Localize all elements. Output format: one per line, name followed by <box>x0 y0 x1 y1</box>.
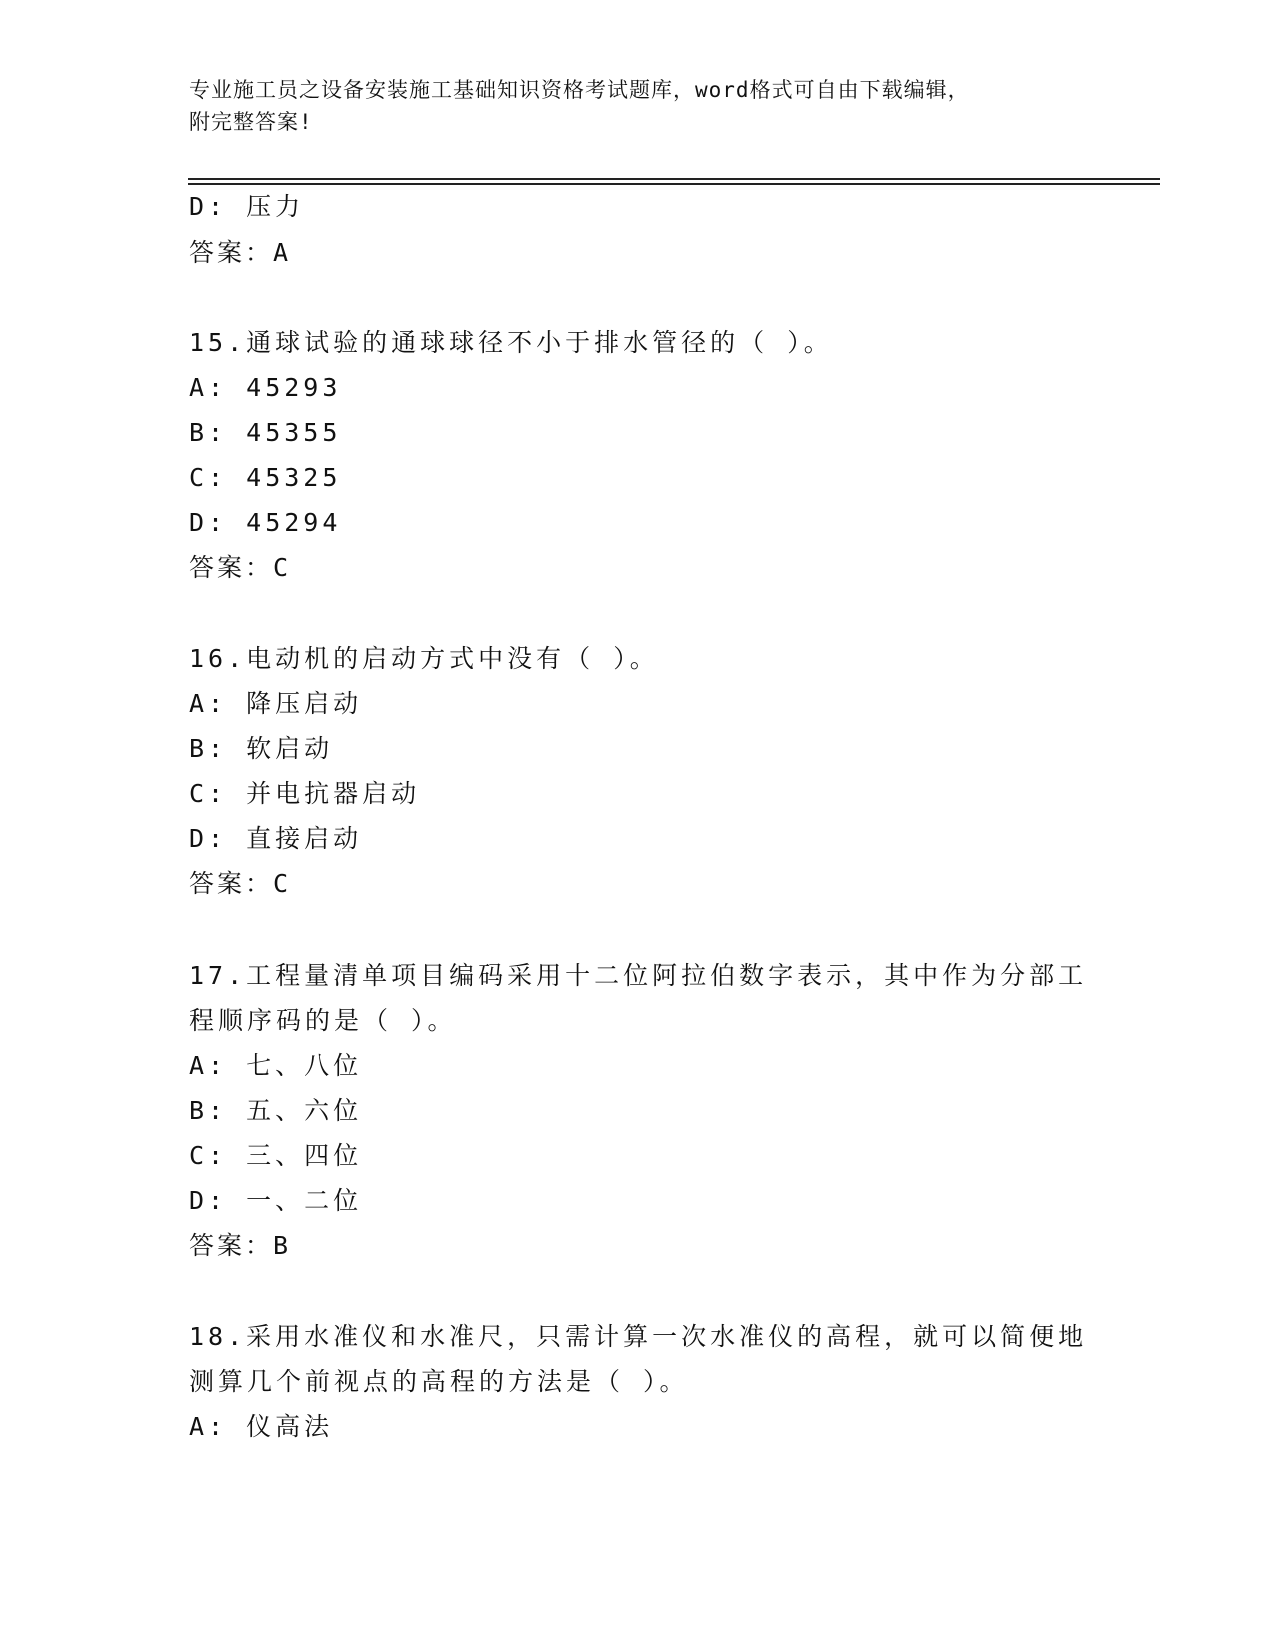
q16-option-a: A: 降压启动 <box>189 689 363 718</box>
q18-option-a: A: 仪高法 <box>189 1412 334 1441</box>
q17-answer <box>189 1229 291 1263</box>
q15-option-d: D: 45294 <box>189 508 342 537</box>
q15-question: 15.通球试验的通球球径不小于排水管径的（ ）。 <box>189 328 833 357</box>
q18-question-line-1: 18.采用水准仪和水准尺，只需计算一次水准仪的高程，就可以简便地 <box>189 1322 1088 1351</box>
answer-value: B <box>273 1231 292 1260</box>
q17-option-c: C: 三、四位 <box>189 1141 363 1170</box>
q16-option-d: D: 直接启动 <box>189 824 363 853</box>
q17-option-a: A: 七、八位 <box>189 1051 363 1080</box>
answer-label: 答案： <box>189 238 274 267</box>
document-header <box>189 74 1089 138</box>
answer-label: 答案： <box>189 1231 274 1260</box>
q17-option-b: B: 五、六位 <box>189 1096 363 1125</box>
q15-answer <box>189 551 291 585</box>
q16-answer <box>189 867 291 901</box>
answer-value: A <box>273 238 292 267</box>
q15-option-a: A: 45293 <box>189 373 342 402</box>
prev-answer <box>189 236 291 270</box>
q15-option-b: B: 45355 <box>189 418 342 447</box>
header-line-1: 专业施工员之设备安装施工基础知识资格考试题库，word格式可自由下载编辑， <box>189 78 970 102</box>
q17-question-line-2: 程顺序码的是（ ）。 <box>189 1006 457 1035</box>
q17-option-d: D: 一、二位 <box>189 1186 363 1215</box>
answer-value: C <box>273 869 292 898</box>
q17-question-line-1: 17.工程量清单项目编码采用十二位阿拉伯数字表示，其中作为分部工 <box>189 961 1088 990</box>
q16-question: 16.电动机的启动方式中没有（ ）。 <box>189 644 659 673</box>
header-line-2: 附完整答案! <box>189 110 313 134</box>
answer-value: C <box>273 553 292 582</box>
q16-option-b: B: 软启动 <box>189 734 334 763</box>
q15-option-c: C: 45325 <box>189 463 342 492</box>
q18-question-line-2: 测算几个前视点的高程的方法是（ ）。 <box>189 1367 689 1396</box>
answer-label: 答案： <box>189 553 274 582</box>
prev-option-d: D: 压力 <box>189 192 305 221</box>
header-divider-bottom <box>188 183 1160 185</box>
q16-option-c: C: 并电抗器启动 <box>189 779 421 808</box>
answer-label: 答案： <box>189 869 274 898</box>
header-divider-top <box>188 178 1160 180</box>
